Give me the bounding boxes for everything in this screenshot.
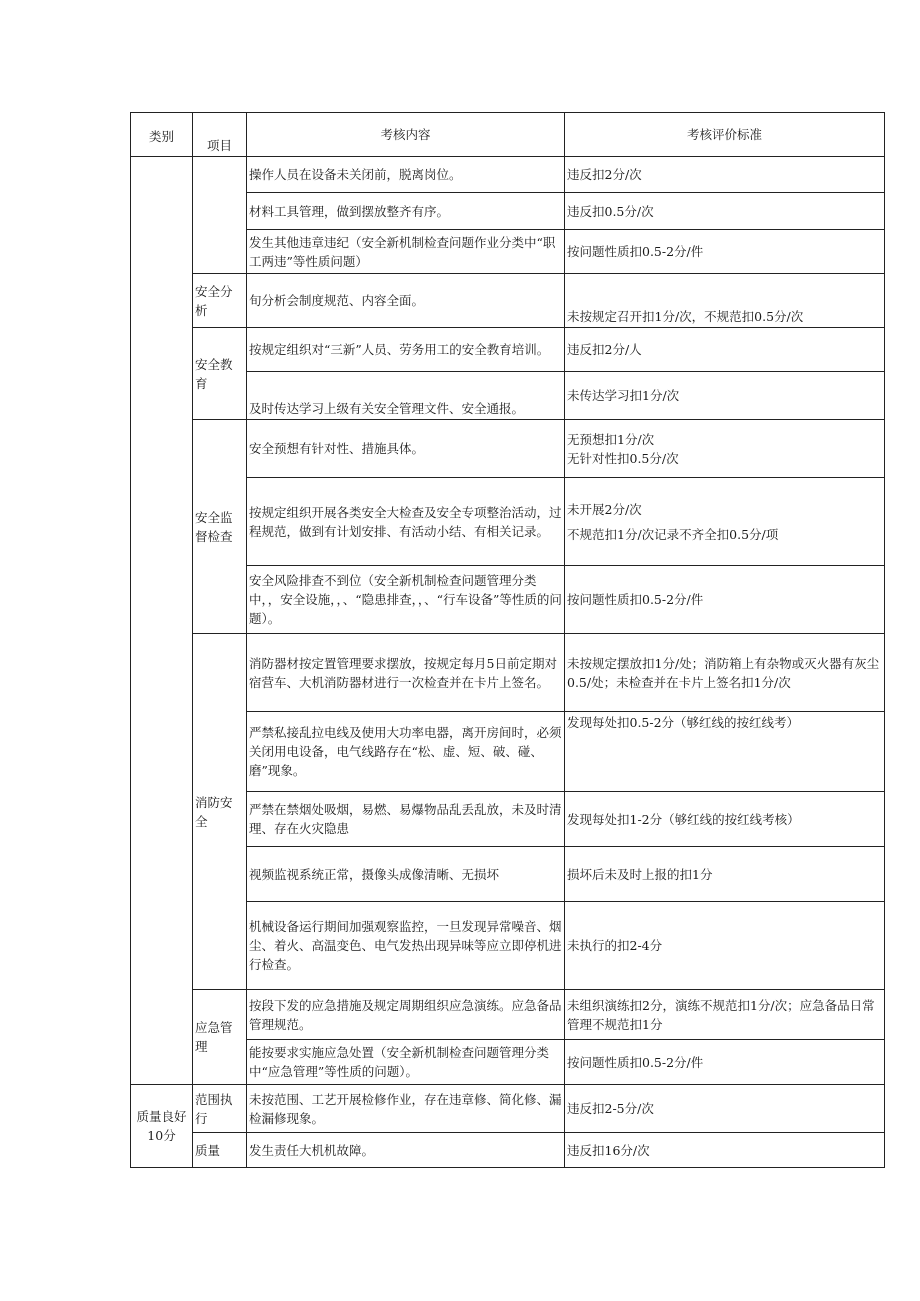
standard-cell: 按问题性质扣0.5-2分/件: [565, 230, 885, 274]
header-category: 类别: [131, 113, 193, 157]
table-row: [131, 274, 885, 328]
content-cell: 严禁私接乱拉电线及使用大功率电器，离开房间时，必须关闭用电设备，电气线路存在“松、虚、短、破、碰、磨”现象。: [247, 712, 565, 792]
project-cell: 应急管理: [193, 990, 247, 1085]
standard-cell: 违反扣2分/人: [565, 328, 885, 372]
category-line: 质量良好: [136, 1109, 187, 1124]
content-cell: 发生责任大机机故障。: [247, 1133, 565, 1168]
standard-line: 未开展2分/次: [567, 501, 642, 517]
standard-cell: 按问题性质扣0.5-2分/件: [565, 1040, 885, 1085]
project-cell: 安全监督检查: [193, 420, 247, 634]
content-cell: 安全预想有针对性、措施具体。: [247, 420, 565, 478]
standard-line: 无针对性扣0.5分/次: [567, 450, 679, 466]
standard-cell: 未按规定召开扣1分/次，不规范扣0.5分/次: [565, 274, 885, 328]
standard-cell: 发现每处扣0.5-2分（够红线的按红线考）: [565, 712, 885, 792]
content-cell: 视频监视系统正常，摄像头成像清晰、无损坏: [247, 847, 565, 902]
content-cell: 机械设备运行期间加强观察监控，一旦发现异常噪音、烟尘、着火、高温变色、电气发热出现异味等应立即停机进行检查。: [247, 902, 565, 990]
standard-cell: 未传达学习扣1分/次: [565, 372, 885, 420]
category-line: 10分: [147, 1128, 176, 1143]
standard-cell: 违反扣16分/次: [565, 1133, 885, 1168]
project-cell: 范围执行: [193, 1085, 247, 1133]
content-cell: 发生其他违章违纪（安全新机制检查问题作业分类中“职工两违”等性质问题）: [247, 230, 565, 274]
table-row: [131, 328, 885, 372]
content-cell: 材料工具管理，做到摆放整齐有序。: [247, 193, 565, 230]
table-row: [131, 990, 885, 1040]
standard-cell: [565, 420, 885, 478]
table-row: [131, 157, 885, 193]
content-cell: 按段下发的应急措施及规定周期组织应急演练。应急备品管理规范。: [247, 990, 565, 1040]
content-cell: 能按要求实施应急处置（安全新机制检查问题管理分类中“应急管理”等性质的问题）。: [247, 1040, 565, 1085]
project-cell: 安全教育: [193, 328, 247, 420]
content-cell: 按规定组织对“三新”人员、劳务用工的安全教育培训。: [247, 328, 565, 372]
standard-line: 不规范扣1分/次记录不齐全扣0.5分/项: [567, 526, 779, 542]
table-row: [131, 1133, 885, 1168]
standard-line: 无预想扣1分/次: [567, 431, 655, 447]
project-cell: 消防安全: [193, 634, 247, 990]
standard-cell: 未按规定摆放扣1分/处；消防箱上有杂物或灭火器有灰尘0.5/处；未检查并在卡片上签名扣1分/次: [565, 634, 885, 712]
content-cell: 按规定组织开展各类安全大检查及安全专项整治活动，过程规范，做到有计划安排、有活动小结、有相关记录。: [247, 478, 565, 566]
content-cell: 旬分析会制度规范、内容全面。: [247, 274, 565, 328]
content-cell: 严禁在禁烟处吸烟，易燃、易爆物品乱丢乱放，未及时清理、存在火灾隐患: [247, 792, 565, 847]
standard-cell: 未执行的扣2-4分: [565, 902, 885, 990]
project-cell: 质量: [193, 1133, 247, 1168]
table-row: [131, 420, 885, 478]
table-row: [131, 1085, 885, 1133]
table-row: [131, 634, 885, 712]
assessment-table: [130, 112, 885, 1168]
content-cell: 安全风险排查不到位（安全新机制检查问题管理分类中，，安全设施，，、“隐患排查，，、“行车设备”等性质的问题）。: [247, 566, 565, 634]
standard-cell: 发现每处扣1-2分（够红线的按红线考核）: [565, 792, 885, 847]
project-cell-empty: [193, 157, 247, 274]
content-cell: 操作人员在设备未关闭前，脱离岗位。: [247, 157, 565, 193]
content-cell: 及时传达学习上级有关安全管理文件、安全通报。: [247, 372, 565, 420]
header-project: 项目: [193, 113, 247, 157]
project-cell: 安全分析: [193, 274, 247, 328]
header-standard: 考核评价标准: [565, 113, 885, 157]
header-row: [131, 113, 885, 157]
category-cell: [131, 1085, 193, 1168]
header-content: 考核内容: [247, 113, 565, 157]
standard-cell: 违反扣0.5分/次: [565, 193, 885, 230]
standard-cell: 违反扣2分/次: [565, 157, 885, 193]
category-cell-empty: [131, 157, 193, 1085]
standard-cell: [565, 478, 885, 566]
standard-cell: 按问题性质扣0.5-2分/件: [565, 566, 885, 634]
standard-cell: 未组织演练扣2分，演练不规范扣1分/次；应急备品日常管理不规范扣1分: [565, 990, 885, 1040]
standard-cell: 损坏后未及时上报的扣1分: [565, 847, 885, 902]
standard-cell: 违反扣2-5分/次: [565, 1085, 885, 1133]
content-cell: 消防器材按定置管理要求摆放，按规定每月5日前定期对宿营车、大机消防器材进行一次检查并在卡片上签名。: [247, 634, 565, 712]
content-cell: 未按范围、工艺开展检修作业，存在违章修、简化修、漏检漏修现象。: [247, 1085, 565, 1133]
